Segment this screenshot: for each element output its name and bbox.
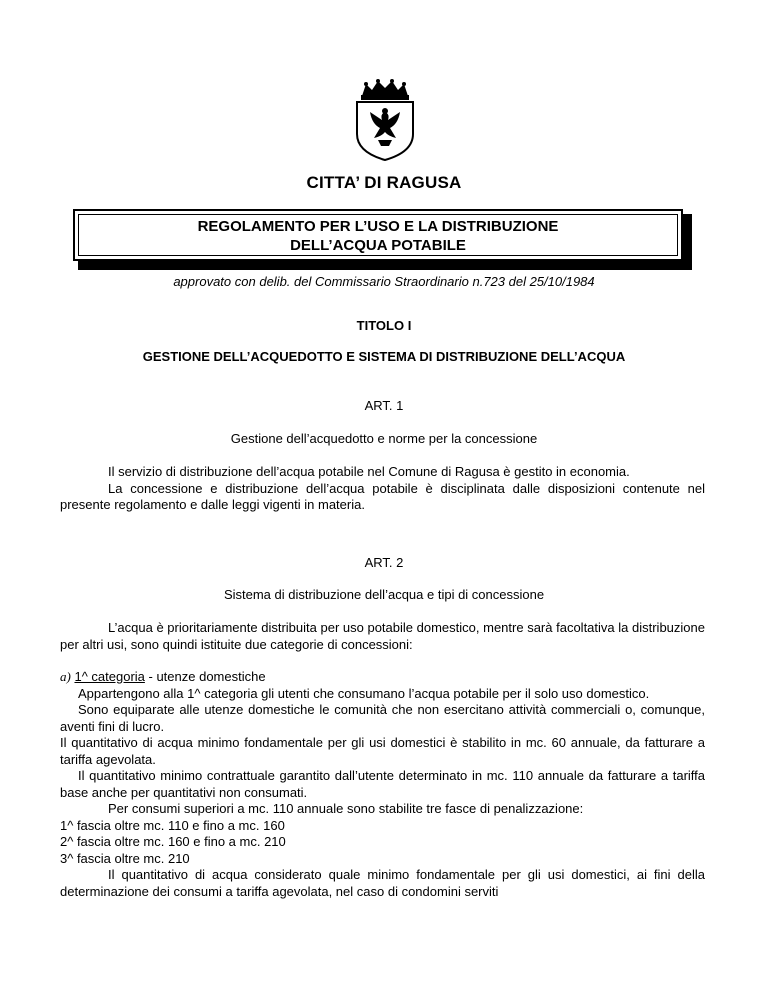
titolo-label: TITOLO I <box>356 318 412 333</box>
fascia-2: 2^ fascia oltre mc. 160 e fino a mc. 210 <box>60 834 286 849</box>
document-title-line2: DELL’ACQUA POTABILE <box>290 237 466 254</box>
art2-line-3: Il quantitativo di acqua minimo fondamentale per gli usi domestici è stabilito in mc. 60 annuale, da fatturare a tariffa agevolata. <box>60 735 705 767</box>
art1-title: Gestione dell’acquedotto e norme per la concessione <box>230 431 538 446</box>
fascia-1: 1^ fascia oltre mc. 110 e fino a mc. 160 <box>60 817 285 833</box>
art2-line-4: Il quantitativo minimo contrattuale garantito dall’utente determinato in mc. 110 annuale da fatturare a tariffa base anche per quantitativi non consumati. <box>60 768 705 800</box>
titolo-heading: GESTIONE DELL’ACQUEDOTTO E SISTEMA DI DISTRIBUZIONE DELL’ACQUA <box>142 349 626 364</box>
art1-paragraph-2: La concessione e distribuzione dell’acqua potabile è disciplinata dalle disposizioni contenute nel presente regolamento e dalle leggi vigenti in materia. <box>60 480 705 512</box>
art1-body <box>60 464 705 514</box>
art2-line-5: Per consumi superiori a mc. 110 annuale sono stabilite tre fasce di penalizzazione: <box>108 801 584 816</box>
art2-body <box>60 669 705 900</box>
approval-note: approvato con delib. del Commissario Straordinario n.723 del 25/10/1984 <box>173 274 595 289</box>
art2-line-6: Il quantitativo di acqua considerato quale minimo fondamentale per gli usi domestici, ai fini della determinazione dei consumi a tariffa agevolata, nel caso di condomini serviti <box>60 867 705 899</box>
art2-line-2: Sono equiparate alle utenze domestiche le comunità che non esercitano attività commerciali o, comunque, aventi fini di lucro. <box>60 702 705 734</box>
art2-label: ART. 2 <box>364 555 404 570</box>
city-coat-of-arms <box>352 78 418 162</box>
item-a-category: 1^ categoria <box>74 669 145 684</box>
art2-title: Sistema di distribuzione dell’acqua e tipi di concessione <box>223 587 545 602</box>
item-a <box>60 669 705 686</box>
art1-label: ART. 1 <box>364 398 404 413</box>
item-a-description: - utenze domestiche <box>144 669 266 684</box>
art1-paragraph-1: Il servizio di distribuzione dell’acqua potabile nel Comune di Ragusa è gestito in economia. <box>108 464 630 479</box>
title-box <box>73 209 683 261</box>
art2-intro <box>60 620 705 653</box>
document-title-line1: REGOLAMENTO PER L’USO E LA DISTRIBUZIONE <box>197 218 559 235</box>
art2-intro-paragraph: L’acqua è prioritariamente distribuita per uso potabile domestico, mentre sarà facoltativa la distribuzione per altri usi, sono quindi istituite due categorie di concessioni: <box>60 620 705 652</box>
fascia-3: 3^ fascia oltre mc. 210 <box>60 850 190 866</box>
item-a-label: a) <box>60 669 71 684</box>
city-name: CITTA’ DI RAGUSA <box>306 173 462 192</box>
art2-line-1: Appartengono alla 1^ categoria gli utenti che consumano l’acqua potabile per il solo uso domestico. <box>78 685 650 701</box>
